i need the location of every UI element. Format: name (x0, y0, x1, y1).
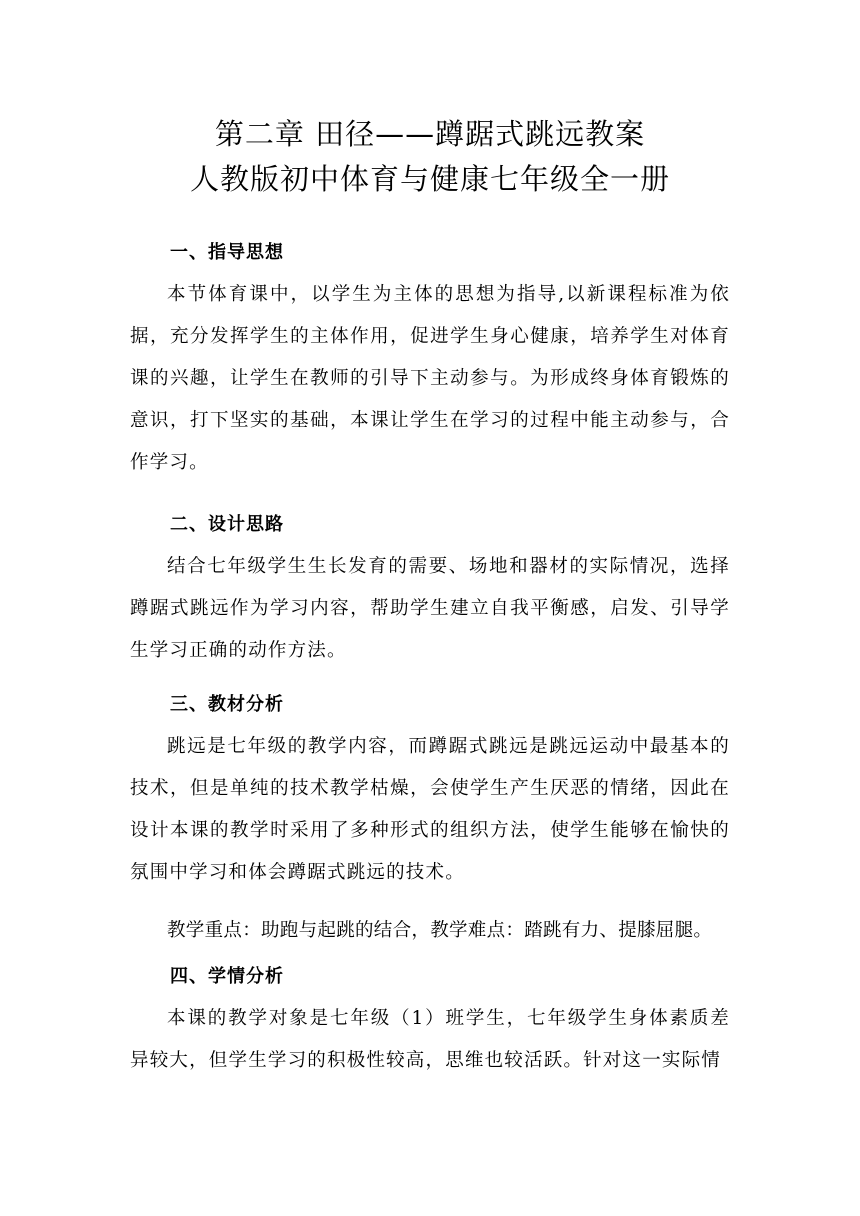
paragraph-guiding-thought: 本节体育课中，以学生为主体的思想为指导,以新课程标准为依据，充分发挥学生的主体作用，促进学生身心健康，培养学生对体育课的兴趣，让学生在教师的引导下主动参与。为形成终身体育锻炼的意识，打下坚实的基础，本课让学生在学习的过程中能主动参与，合作学习。 (130, 284, 730, 473)
paragraph-key-points: 教学重点：助跑与起跳的结合，教学难点：踏跳有力、提膝屈腿。 (167, 920, 713, 941)
section-heading-student-analysis: 四、学情分析 (170, 966, 284, 987)
section-heading-design-idea: 二、设计思路 (170, 514, 284, 535)
paragraph-material-analysis: 跳远是七年级的教学内容，而蹲踞式跳远是跳远运动中最基本的技术，但是单纯的技术教学枯燥，会使学生产生厌恶的情绪，因此在设计本课的教学时采用了多种形式的组织方法，使学生能够在愉快的氛围中学习和体会蹲踞式跳远的技术。 (130, 736, 730, 883)
paragraph-student-analysis: 本课的教学对象是七年级（1）班学生，七年级学生身体素质差异较大，但学生学习的积极性较高，思维也较活跃。针对这一实际情 (130, 1008, 730, 1071)
document-title: 第二章 田径——蹲踞式跳远教案 (214, 117, 646, 151)
section-heading-material-analysis: 三、教材分析 (170, 694, 284, 715)
document-subtitle: 人教版初中体育与健康七年级全一册 (189, 162, 670, 196)
paragraph-design-idea: 结合七年级学生生长发育的需要、场地和器材的实际情况，选择蹲踞式跳远作为学习内容，帮助学生建立自我平衡感，启发、引导学生学习正确的动作方法。 (130, 556, 730, 661)
section-heading-guiding-thought: 一、指导思想 (170, 242, 284, 263)
